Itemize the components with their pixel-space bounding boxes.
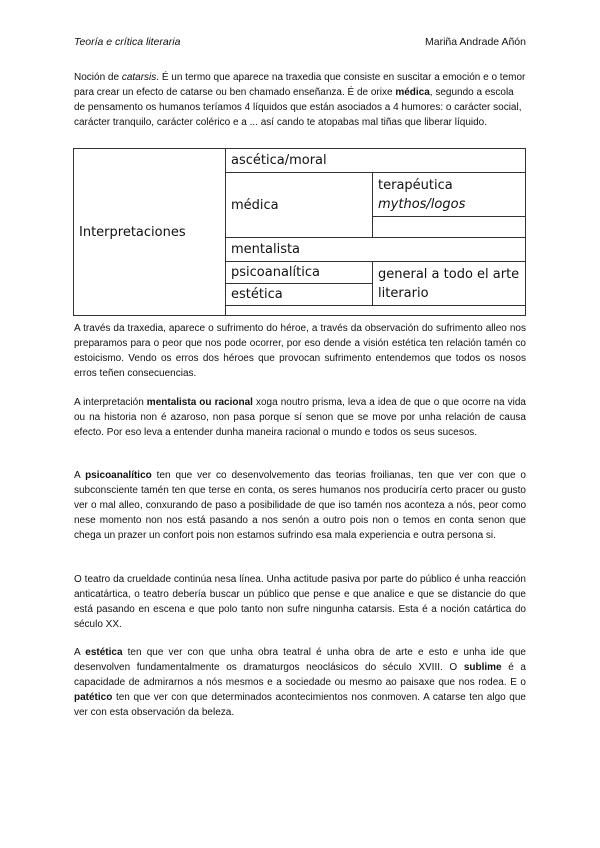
term-catarsis: catarsis [121,72,157,83]
cell-ascetica-moral: ascética/moral [226,149,526,173]
term-mentalista: mentalista ou racional [146,397,253,408]
p2-text-c: xoga noutro prisma, leva a idea de que o que ocorre na vida ou na historia non é azaroso, non pasa porque sí senon que se move por unha relación de causa efecto. Por eso leva a entender dunha maneira racional o mundo e todos os seus sucesos. [74,397,526,438]
terapeutica-text: terapéutica [378,177,453,193]
intro-text-a: Noción de [74,72,122,83]
p2-text-a: A interpretación [74,397,147,408]
cell-mentalista: mentalista [226,238,526,262]
term-medica: médica [395,87,430,98]
page-header [74,36,526,50]
cell-terapeutica-mythos [373,173,526,217]
term-sublime: sublime [463,662,502,673]
mythos-logos-text: mythos/logos [378,196,466,212]
term-psicoanalitico: psicoanalítico [85,470,152,481]
term-estetica: estética [85,647,123,658]
cell-psicoanalitica: psicoanalítica [226,262,373,284]
paragraph-mentalista [74,395,526,440]
paragraph-teatro-crueldade: O teatro da crueldade continúa nesa línea. Unha actitude pasiva por parte do público é unha reacción anticatártica, o teatro debería buscar un público que pense e que analice e que se distancie do que está pasando en escena e que polo tanto non sufre ningunha catarsis. Esta é a noción catártica do século XX. [74,574,526,630]
cell-interpretaciones: Interpretaciones [74,149,226,316]
p5-text-a: A [74,647,86,658]
course-title: Teoría e crítica literaria [74,36,181,48]
author-name: Mariña Andrade Añón [425,36,526,48]
p5-text-c: é a capacidade de admirarnos a nós mesmos e a sociedade ou mesmo ao paisaxe que nos rodea. E o [74,662,526,688]
p5-text-d: ten que ver con que determinados acontecimientos nos conmoven. A catarse ten algo que ver con esta observación da beleza. [74,692,526,718]
interpretations-table [73,148,526,316]
intro-text-b: . É un termo que aparece na traxedia que consiste en suscitar a emoción e o temor para crear un efecto de catarse ou ben chamado enseñanza. É de orixe [74,72,526,98]
cell-bottom-spacer [226,306,526,316]
p3-text-a: A [74,470,86,481]
cell-general-arte: general a todo el arte literario [373,262,526,306]
p3-text-c: ten que ver co desenvolvemento das teorias froilianas, ten que ver con que o subconsciente tamén ten que terse en conta, os seres humanos nos produciría certo pracer ou gusto ver o mal alleo, conxurando de paso a posibilidade de que iso tamén nos aconteza a nós, peor como nese momento non nos está pasando a nos senón a outro pois non o temos en conta senon que chega un prazer un confort pois non estamos sufrindo esa mala experiencia e outra persona si. [74,470,526,541]
cell-estetica: estética [226,284,373,306]
paragraph-psicoanalitico [74,468,526,543]
p5-text-b: ten que ver con que unha obra teatral é unha obra de arte e esto e unha ide que desenvolven fundamentalmente os dramaturgos neoclásicos do século XVIII. O [74,647,526,673]
intro-paragraph [74,70,526,130]
term-patetico: patético [74,692,113,703]
intro-text-c: , segundo a escola de pensamento os humanos teríamos 4 líquidos que están asociados a 4 humores: o carácter social, carácter tranquilo, carácter colérico e a ... así cando te atopabas mal tiñas que liberar líquido. [74,87,522,128]
cell-empty [373,217,526,238]
cell-medica: médica [226,173,373,238]
paragraph-traxedia: A través da traxedia, aparece o sufrimento do héroe, a través da observación do sufrimento alleo nos preparamos para o peor que nos pode ocorrer, por eso dende a visión estética ten relación tamén co estoicismo. Vendo os erros dos héroes que provocan sufrimento entendemos que todos os nosos erros teñen consecuencias. [74,323,526,379]
paragraph-estetica [74,645,526,720]
